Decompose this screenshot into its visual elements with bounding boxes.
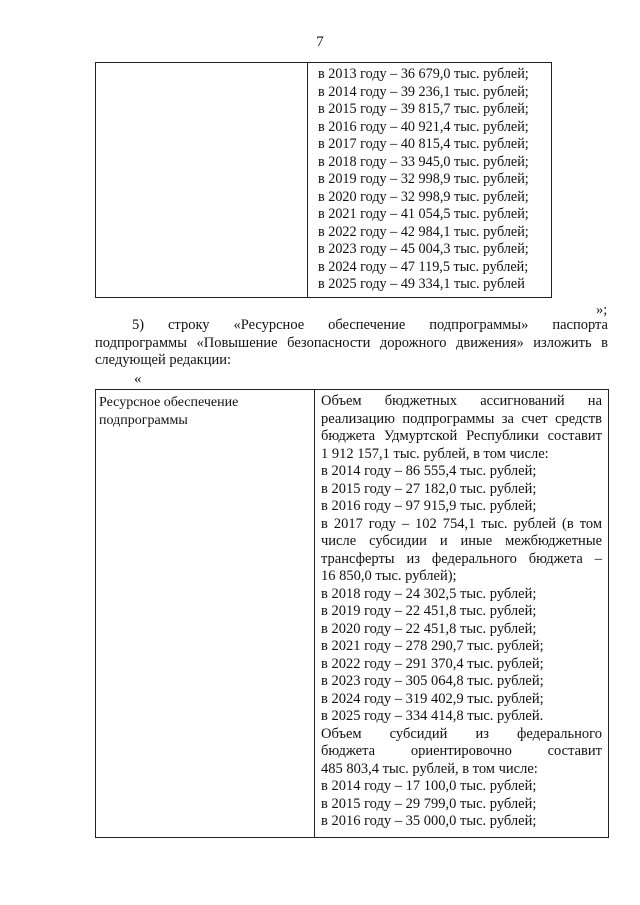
table1-empty-cell — [96, 63, 308, 298]
intro-line: 1 912 157,1 тыс. рублей, в том числе: — [321, 445, 549, 462]
label-line: Ресурсное обеспечение — [99, 395, 239, 410]
resource-provision-value-cell — [315, 390, 609, 838]
table1-year-line: в 2021 году – 41 054,5 тыс. рублей; — [318, 206, 529, 222]
intro-line: реализацию подпрограммы за счет средств — [321, 410, 602, 427]
table1-year-line: в 2023 году – 45 004,3 тыс. рублей; — [318, 241, 529, 257]
resource-provision-label-cell — [96, 390, 315, 838]
paragraph-line: 5) строку «Ресурсное обеспечение подпрограммы» паспорта — [132, 317, 608, 333]
year-line: в 2021 году – 278 290,7 тыс. рублей; — [321, 638, 544, 654]
label-line: подпрограммы — [99, 413, 188, 428]
table1-year-line: в 2020 году – 32 998,9 тыс. рублей; — [318, 188, 529, 205]
table1-year-line: в 2024 году – 47 119,5 тыс. рублей; — [318, 258, 529, 275]
table1-year-line: в 2013 году – 36 679,0 тыс. рублей; — [318, 66, 529, 82]
year-line: в 2020 году – 22 451,8 тыс. рублей; — [321, 620, 537, 637]
year-line: в 2016 году – 97 915,9 тыс. рублей; — [321, 498, 537, 514]
year-line: в 2019 году – 22 451,8 тыс. рублей; — [321, 603, 537, 619]
table1-year-line: в 2014 году – 39 236,1 тыс. рублей; — [318, 83, 529, 100]
table1-year-line: в 2015 году – 39 815,7 тыс. рублей; — [318, 101, 529, 117]
table1-year-line: в 2016 году – 40 921,4 тыс. рублей; — [318, 118, 529, 135]
year-line: в 2024 году – 319 402,9 тыс. рублей; — [321, 690, 544, 707]
intro-line: бюджета Удмуртской Республики составит — [321, 428, 602, 444]
subsidy-line: Объем субсидий из федерального — [321, 725, 602, 742]
year-line: в 2015 году – 29 799,0 тыс. рублей; — [321, 795, 537, 812]
subsidy-line: бюджета ориентировочно составит — [321, 743, 602, 759]
year-line: в 2025 году – 334 414,8 тыс. рублей. — [321, 708, 544, 724]
year-line: в 2015 году – 27 182,0 тыс. рублей; — [321, 480, 537, 497]
year-2017-line: числе субсидии и иные межбюджетные — [321, 533, 602, 549]
year-line: в 2014 году – 86 555,4 тыс. рублей; — [321, 463, 537, 479]
year-line: в 2016 году – 35 000,0 тыс. рублей; — [321, 813, 537, 829]
amendment-paragraph — [95, 317, 608, 370]
year-line: в 2022 году – 291 370,4 тыс. рублей; — [321, 655, 544, 672]
resource-provision-table — [95, 389, 609, 838]
table1-year-line: в 2025 году – 49 334,1 тыс. рублей — [318, 276, 525, 292]
year-line: в 2014 году – 17 100,0 тыс. рублей; — [321, 778, 537, 794]
year-2017-line: трансферты из федерального бюджета – — [321, 550, 602, 567]
table1-funding-cell — [308, 63, 552, 298]
page-number: 7 — [316, 34, 324, 50]
funding-table-continued — [95, 62, 552, 298]
table1-year-line: в 2018 году – 33 945,0 тыс. рублей; — [318, 153, 529, 170]
table1-year-line: в 2017 году – 40 815,4 тыс. рублей; — [318, 136, 529, 152]
table1-year-line: в 2019 году – 32 998,9 тыс. рублей; — [318, 171, 529, 187]
paragraph-line: следующей редакции: — [95, 352, 232, 368]
intro-line: Объем бюджетных ассигнований на — [321, 393, 602, 409]
closing-quote: »; — [596, 302, 608, 318]
paragraph-line: подпрограммы «Повышение безопасности дорожного движения» изложить в — [95, 334, 608, 351]
subsidy-line: 485 803,4 тыс. рублей, в том числе: — [321, 760, 538, 777]
year-line: в 2018 году – 24 302,5 тыс. рублей; — [321, 585, 537, 602]
opening-quote: « — [134, 371, 142, 387]
year-2017-line: 16 850,0 тыс. рублей); — [321, 568, 457, 584]
year-2017-line: в 2017 году – 102 754,1 тыс. рублей (в том — [321, 515, 602, 532]
year-line: в 2023 году – 305 064,8 тыс. рублей; — [321, 673, 544, 689]
table1-year-line: в 2022 году – 42 984,1 тыс. рублей; — [318, 223, 529, 240]
